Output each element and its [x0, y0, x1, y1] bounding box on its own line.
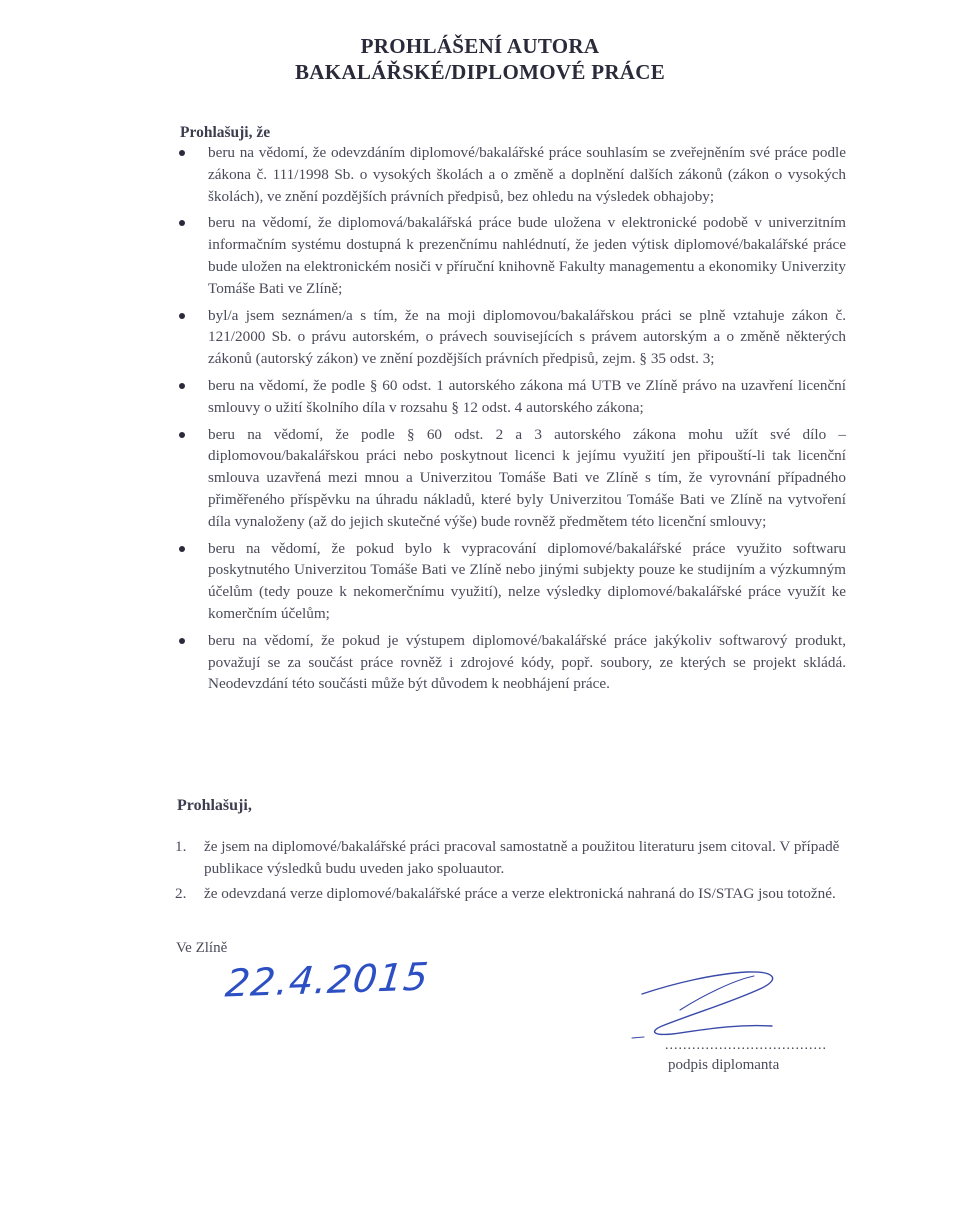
- list-item: byl/a jsem seznámen/a s tím, že na moji diplomovou/bakalářskou práci se plně vztahuje zákon č. 121/2000 Sb. o právu autorském, o právech souvisejících s právem autorským a o změně některých zákonů (autorský zákon) ve znění pozdějších právních předpisů, zejm. § 35 odst. 3;: [178, 305, 846, 370]
- signature-line: ....................................: [665, 1038, 827, 1053]
- item-text: že jsem na diplomové/bakalářské práci pracoval samostatně a použitou literaturu jsem citoval. V případě publikace výsledků budu uveden jako spoluautor.: [204, 838, 840, 877]
- page-title: PROHLÁŠENÍ AUTORA: [360, 34, 600, 58]
- list-item: beru na vědomí, že odevzdáním diplomové/bakalářské práce souhlasím se zveřejněním své práce podle zákona č. 111/1998 Sb. o vysokých školách a o změně a doplnění dalších zákonů (zákon o vysokých školách), ve znění pozdějších právních předpisů, bez ohledu na výsledek obhajoby;: [178, 142, 846, 207]
- list-item: beru na vědomí, že podle § 60 odst. 2 a 3 autorského zákona mohu užít své dílo – diplomovou/bakalářskou práci nebo poskytnout licenci k jejímu využití jen připouští-li tak licenční smlouva uzavřená mezi mnou a Univerzitou Tomáše Bati ve Zlíně s tím, že vyrovnání případného přiměřeného příspěvku na úhradu nákladů, které byly Univerzitou Tomáše Bati ve Zlíně na vytvoření díla vynaloženy (až do jejich skutečné výše) bude rovněž předmětem této licenční smlouvy;: [178, 424, 846, 533]
- list-item: beru na vědomí, že pokud je výstupem diplomové/bakalářské práce jakýkoliv softwarový produkt, považují se za součást práce rovněž i zdrojové kódy, popř. soubory, ze kterých se projekt skládá. Neodevzdání této součásti může být důvodem k neobhájení práce.: [178, 630, 846, 695]
- place-label: Ve Zlíně: [176, 940, 228, 956]
- list-item: beru na vědomí, že podle § 60 odst. 1 autorského zákona má UTB ve Zlíně právo na uzavření licenční smlouvy o užití školního díla v rozsahu § 12 odst. 4 autorského zákona;: [178, 375, 846, 419]
- list-item: beru na vědomí, že diplomová/bakalářská práce bude uložena v elektronické podobě v univerzitním informačním systému dostupná k prezenčnímu nahlédnutí, že jeden výtisk diplomové/bakalářské práce bude uložen na elektronickém nosiči v příruční knihovně Fakulty managementu a ekonomiky Univerzity Tomáše Bati ve Zlíně;: [178, 212, 846, 299]
- intro-heading: Prohlašuji, že: [180, 124, 271, 141]
- signature-label: podpis diplomanta: [668, 1057, 780, 1073]
- list-item: beru na vědomí, že pokud bylo k vypracování diplomové/bakalářské práce využito softwaru poskytnutého Univerzitou Tomáše Bati ve Zlíně nebo jinými subjekty pouze ke studijním a výzkumným účelům (tedy pouze k nekomerčnímu využití), nelze výsledky diplomové/bakalářské práce využít ke komerčním účelům;: [178, 538, 846, 625]
- page-subtitle: BAKALÁŘSKÉ/DIPLOMOVÉ PRÁCE: [294, 60, 666, 84]
- item-number: 2.: [175, 885, 187, 902]
- declaration-heading: Prohlašuji,: [177, 797, 252, 814]
- declaration-item: [175, 836, 841, 879]
- item-text: že odevzdaná verze diplomové/bakalářské práce a verze elektronická nahraná do IS/STAG jsou totožné.: [204, 885, 836, 902]
- handwritten-signature: [622, 966, 792, 1046]
- terms-list: [178, 142, 846, 700]
- handwritten-date: 22.4.2015: [223, 954, 432, 1006]
- declaration-list: [175, 836, 841, 909]
- declaration-item: [175, 883, 841, 905]
- item-number: 1.: [175, 838, 187, 855]
